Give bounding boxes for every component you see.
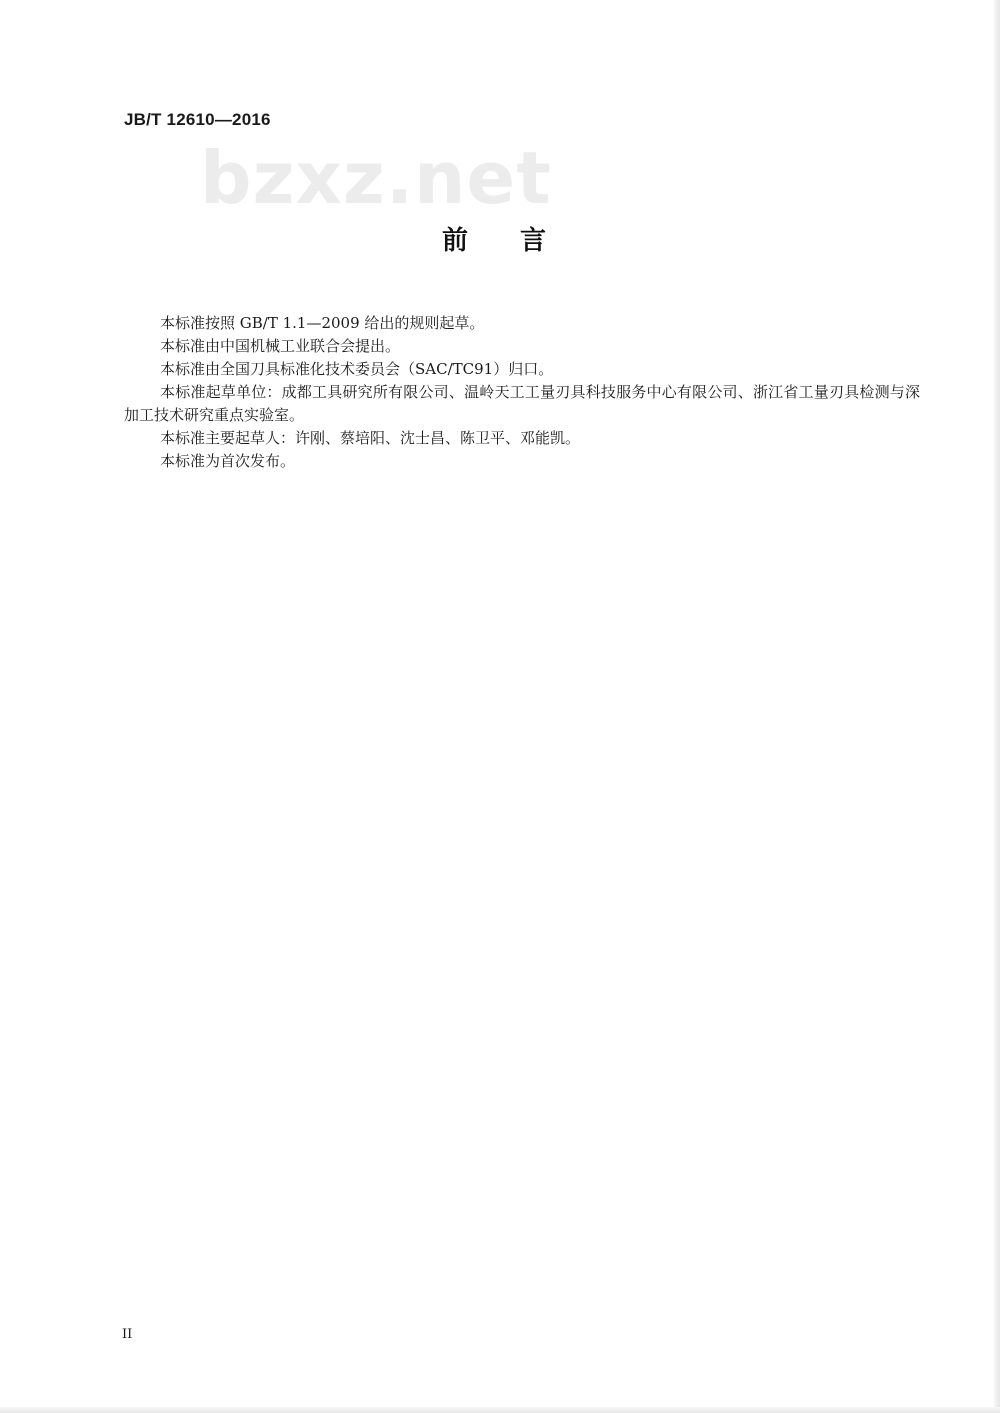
page-edge-shadow bbox=[0, 1407, 1000, 1413]
paragraph-drafting-rules: 本标准按照 GB/T 1.1—2009 给出的规则起草。 bbox=[160, 314, 485, 332]
paragraph-first-release: 本标准为首次发布。 bbox=[160, 452, 296, 470]
foreword-body bbox=[124, 312, 920, 473]
page-number: II bbox=[122, 1327, 133, 1342]
paragraph-committee: 本标准由全国刀具标准化技术委员会（SAC/TC91）归口。 bbox=[160, 360, 554, 378]
page-edge-shadow bbox=[994, 0, 1000, 1413]
watermark: bzxz.net bbox=[200, 136, 552, 220]
section-title: 前言 bbox=[441, 226, 598, 256]
paragraph-drafting-units: 本标准起草单位：成都工具研究所有限公司、温岭天工工量刃具科技服务中心有限公司、浙江省工量刃具检测与深加工技术研究重点实验室。 bbox=[124, 383, 920, 424]
paragraph-drafters: 本标准主要起草人：许刚、蔡培阳、沈士昌、陈卫平、邓能凯。 bbox=[160, 429, 581, 447]
standard-code: JB/T 12610—2016 bbox=[124, 110, 271, 129]
paragraph-proposer: 本标准由中国机械工业联合会提出。 bbox=[160, 337, 401, 355]
